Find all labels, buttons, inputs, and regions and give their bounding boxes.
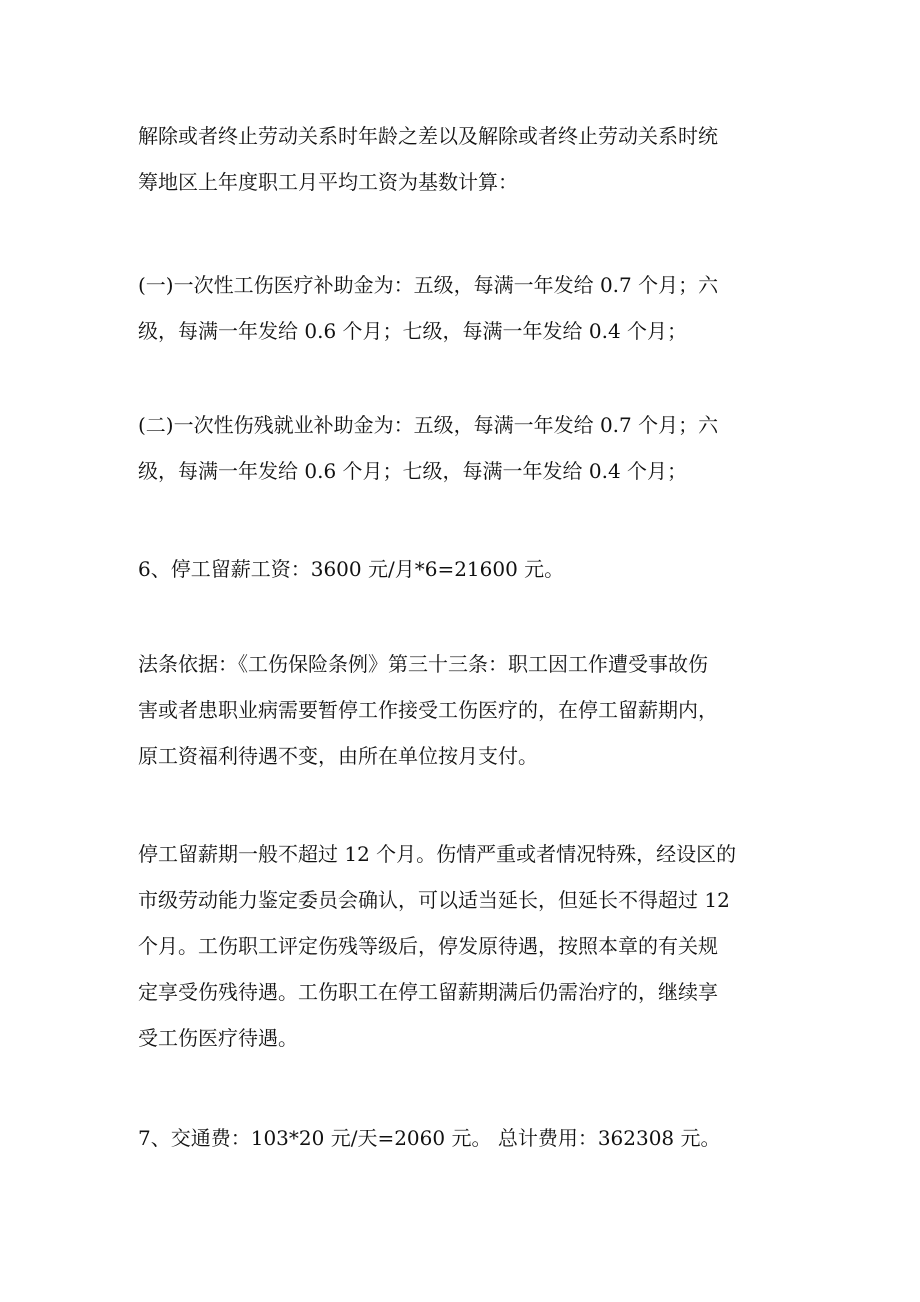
text-line: 市级劳动能力鉴定委员会确认，可以适当延长，但延长不得超过 12 bbox=[138, 888, 730, 912]
text-line: 级，每满一年发给 0.6 个月；七级，每满一年发给 0.4 个月； bbox=[138, 319, 688, 343]
paragraph-medical-subsidy bbox=[138, 262, 788, 354]
text-line: 受工伤医疗待遇。 bbox=[138, 1026, 298, 1050]
text-line: 原工资福利待遇不变，由所在单位按月支付。 bbox=[138, 744, 538, 768]
paragraph-suspension-wage bbox=[138, 546, 788, 592]
text-line: (一)一次性工伤医疗补助金为：五级，每满一年发给 0.7 个月；六 bbox=[138, 273, 719, 297]
text-line: (二)一次性伤残就业补助金为：五级，每满一年发给 0.7 个月；六 bbox=[138, 413, 719, 437]
paragraph-legal-basis bbox=[138, 641, 788, 779]
text-line: 停工留薪期一般不超过 12 个月。伤情严重或者情况特殊，经设区的 bbox=[138, 842, 737, 866]
paragraph-transport-total bbox=[138, 1115, 788, 1161]
paragraph-age-difference bbox=[138, 113, 788, 205]
text-line: 个月。工伤职工评定伤残等级后，停发原待遇，按照本章的有关规 bbox=[138, 934, 718, 958]
text-line: 定享受伤残待遇。工伤职工在停工留薪期满后仍需治疗的，继续享 bbox=[138, 980, 718, 1004]
text-line: 级，每满一年发给 0.6 个月；七级，每满一年发给 0.4 个月； bbox=[138, 459, 688, 483]
text-line: 解除或者终止劳动关系时年龄之差以及解除或者终止劳动关系时统 bbox=[138, 124, 718, 148]
text-line: 筹地区上年度职工月平均工资为基数计算： bbox=[138, 170, 518, 194]
paragraph-suspension-period bbox=[138, 831, 788, 1061]
text-line: 法条依据：《工伤保险条例》第三十三条：职工因工作遭受事故伤 bbox=[138, 652, 708, 676]
text-line: 7、交通费：103*20 元/天=2060 元。 总计费用：362308 元。 bbox=[138, 1126, 721, 1150]
paragraph-employment-subsidy bbox=[138, 402, 788, 494]
text-line: 害或者患职业病需要暂停工作接受工伤医疗的，在停工留薪期内， bbox=[138, 698, 718, 722]
text-line: 6、停工留薪工资：3600 元/月*6=21600 元。 bbox=[138, 557, 565, 581]
